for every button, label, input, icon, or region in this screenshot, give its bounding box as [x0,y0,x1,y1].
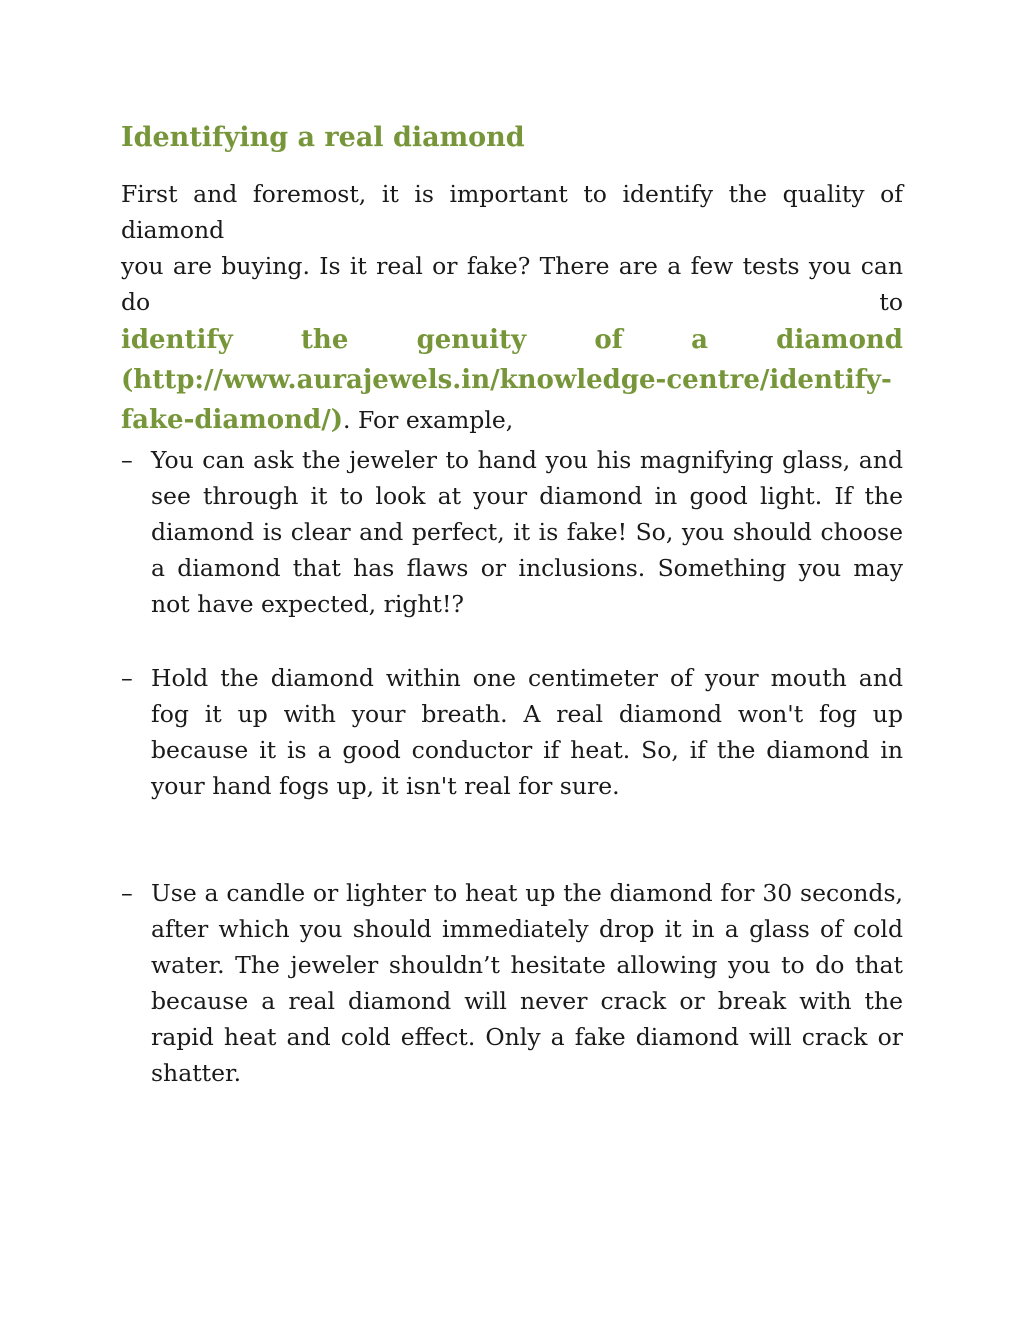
dash-bullet: – [121,879,133,907]
dash-bullet: – [121,664,133,692]
dash-bullet: – [121,446,133,474]
intro-line-1: First and foremost, it is important to identify the quality of diamond [121,180,903,244]
genuity-link-line-1[interactable]: identify the genuity of a diamond [121,325,903,355]
list-item-text: Use a candle or lighter to heat up the diamond for 30 seconds, after which you should immediately drop it in a glass of cold water. The jeweler shouldn’t hesitate allowing you to do that because a real diamond will never crack or break with the rapid heat and cold effect. Only a fake diamond will crack or shatter. [151,879,903,1087]
list-item-text: You can ask the jeweler to hand you his magnifying glass, and see through it to look at your diamond in good light. If the diamond is clear and perfect, it is fake! So, you should choose a diamond that has flaws or inclusions. Something you may not have expected, right!? [151,446,903,618]
genuity-link-line-2[interactable]: (http://www.aurajewels.in/knowledge-centre/identify- [121,365,892,395]
list-item [121,660,903,804]
section-heading: Identifying a real diamond [121,122,525,153]
list-item [121,875,903,1091]
list-item-text: Hold the diamond within one centimeter of your mouth and fog it up with your breath. A real diamond won't fog up because it is a good conductor if heat. So, if the diamond in your hand fogs up, it isn't real for sure. [151,664,903,800]
intro-paragraph [121,176,903,440]
genuity-link-line-3[interactable]: fake-diamond/) [121,405,344,435]
intro-tail: . For example, [343,406,514,434]
list-item [121,442,903,622]
intro-line-2: you are buying. Is it real or fake? There are a few tests you can do to [121,252,903,316]
